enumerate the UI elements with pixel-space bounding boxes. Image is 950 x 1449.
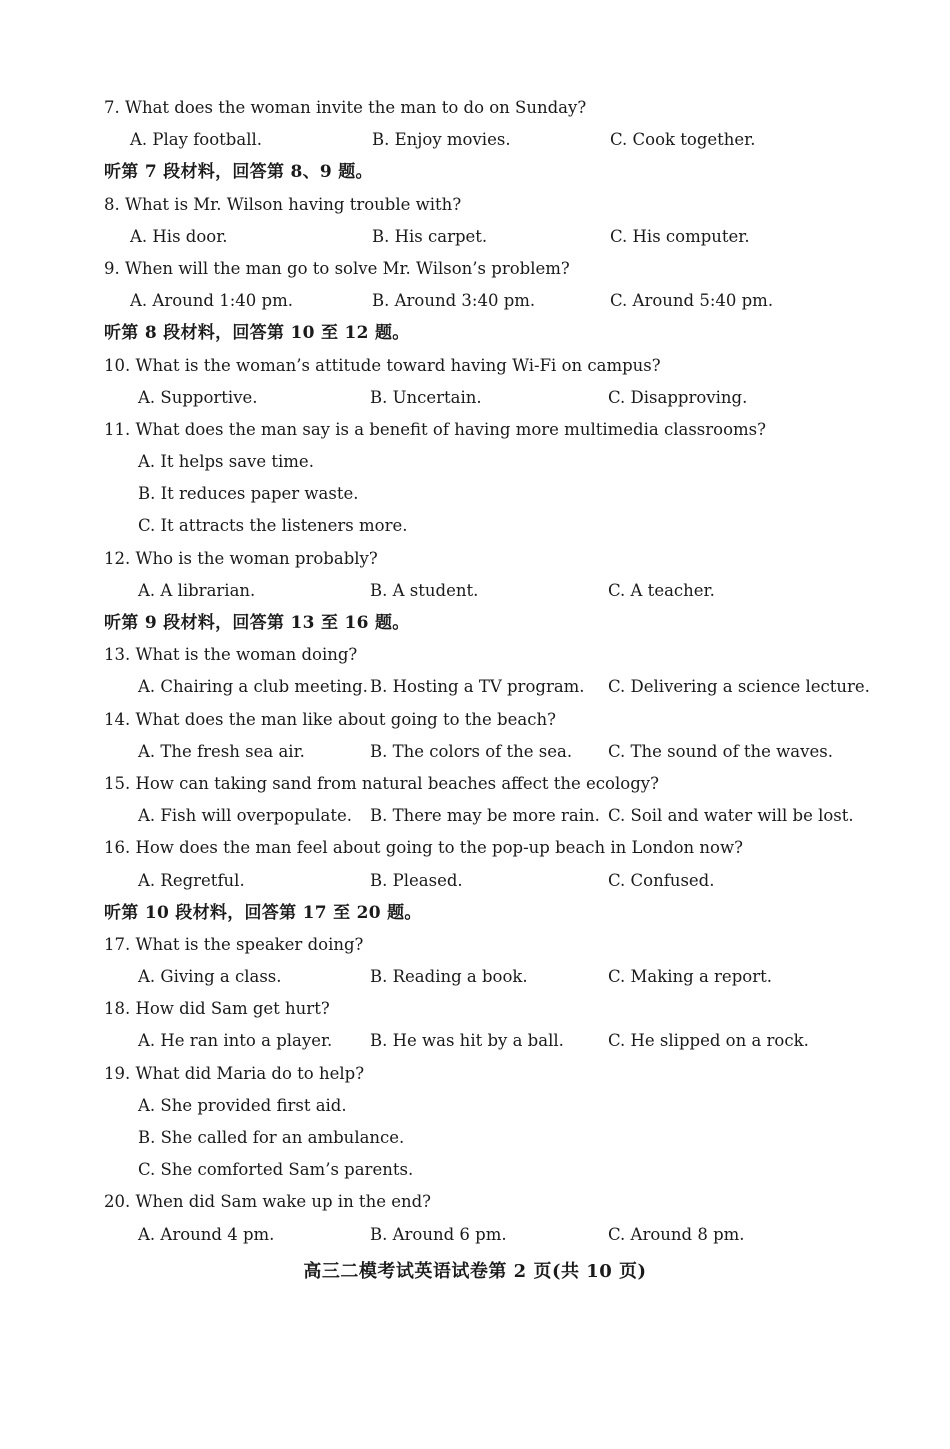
question-text: 15. How can taking sand from natural beaches affect the ecology? [104, 773, 659, 793]
answer-options-row [0, 865, 950, 897]
section-instruction: 听第 8 段材料，回答第 10 至 12 题。 [104, 323, 410, 344]
question-text: 16. How does the man feel about going to the pop-up beach in London now? [104, 838, 743, 858]
answer-option: C. Around 8 pm. [608, 1224, 745, 1244]
answer-options-row [0, 285, 950, 317]
answer-option: B. He was hit by a ball. [370, 1031, 564, 1051]
answer-option: C. The sound of the waves. [608, 741, 833, 761]
answer-option: A. It helps save time. [138, 452, 314, 472]
answer-options-row [0, 575, 950, 607]
question-text: 7. What does the woman invite the man to do on Sunday? [104, 98, 587, 117]
answer-option: A. His door. [130, 226, 228, 246]
answer-options-row [0, 961, 950, 993]
answer-option: A. Around 1:40 pm. [130, 291, 293, 311]
answer-option: C. Around 5:40 pm. [610, 291, 774, 311]
answer-options-row [0, 800, 950, 832]
answer-option: C. Making a report. [608, 967, 772, 987]
section-instruction: 听第 7 段材料，回答第 8、9 题。 [104, 162, 373, 183]
answer-options-row [0, 221, 950, 253]
answer-options-row [0, 124, 950, 156]
answer-options-row [0, 382, 950, 414]
answer-option: B. She called for an ambulance. [138, 1128, 405, 1147]
answer-option: C. Delivering a science lecture. [608, 677, 870, 697]
answer-option: B. There may be more rain. [370, 806, 600, 826]
answer-option: C. It attracts the listeners more. [138, 516, 408, 536]
answer-options-row [0, 671, 950, 703]
answer-options-row [0, 1025, 950, 1057]
question-text: 13. What is the woman doing? [104, 645, 358, 665]
answer-option: B. It reduces paper waste. [138, 484, 359, 504]
section-instruction: 听第 10 段材料，回答第 17 至 20 题。 [104, 902, 422, 923]
page-footer: 高三二模考试英语试卷第 2 页(共 10 页) [303, 1261, 647, 1282]
answer-option: A. She provided first aid. [138, 1095, 347, 1115]
answer-option: B. Pleased. [370, 870, 463, 890]
section-instruction: 听第 9 段材料，回答第 13 至 16 题。 [104, 613, 410, 633]
question-list [0, 92, 950, 1251]
question-text: 12. Who is the woman probably? [104, 548, 378, 568]
answer-option: A. Regretful. [138, 870, 245, 890]
answer-option: A. Around 4 pm. [138, 1224, 275, 1244]
question-text: 11. What does the man say is a benefit of having more multimedia classrooms? [104, 419, 766, 439]
question-text: 9. When will the man go to solve Mr. Wilson’s problem? [104, 258, 570, 278]
answer-option: C. Soil and water will be lost. [608, 806, 854, 826]
answer-option: A. The fresh sea air. [138, 741, 305, 761]
answer-option: A. He ran into a player. [138, 1031, 333, 1051]
answer-option: B. The colors of the sea. [370, 741, 573, 761]
answer-option: B. Enjoy movies. [372, 130, 511, 150]
answer-option: B. A student. [370, 580, 479, 600]
answer-options-row [0, 1219, 950, 1251]
answer-option: C. He slipped on a rock. [608, 1031, 809, 1051]
answer-options-row [0, 736, 950, 768]
answer-option: B. Around 6 pm. [370, 1224, 507, 1244]
answer-option: C. A teacher. [608, 580, 715, 600]
answer-option: A. Fish will overpopulate. [138, 806, 353, 826]
question-text: 18. How did Sam get hurt? [104, 999, 330, 1019]
answer-option: A. Play football. [130, 130, 262, 150]
answer-option: A. Supportive. [138, 387, 258, 407]
answer-option: B. His carpet. [372, 226, 488, 246]
answer-option: B. Reading a book. [370, 967, 528, 987]
answer-option: C. Cook together. [610, 130, 756, 150]
question-text: 10. What is the woman’s attitude toward having Wi-Fi on campus? [104, 355, 661, 375]
answer-option: C. She comforted Sam’s parents. [138, 1160, 414, 1180]
answer-option: C. His computer. [610, 226, 750, 246]
question-text: 20. When did Sam wake up in the end? [104, 1192, 432, 1212]
answer-option: C. Confused. [608, 870, 715, 890]
answer-option: B. Uncertain. [370, 387, 482, 407]
question-text: 17. What is the speaker doing? [104, 934, 364, 954]
question-text: 8. What is Mr. Wilson having trouble with? [104, 194, 462, 214]
question-text: 19. What did Maria do to help? [104, 1063, 365, 1083]
answer-option: C. Disapproving. [608, 387, 748, 407]
answer-option: B. Around 3:40 pm. [372, 291, 536, 311]
question-text: 14. What does the man like about going to the beach? [104, 709, 556, 729]
answer-option: A. Chairing a club meeting. [138, 677, 368, 697]
answer-option: B. Hosting a TV program. [370, 677, 585, 697]
answer-option: A. A librarian. [138, 580, 256, 600]
answer-option: A. Giving a class. [138, 967, 282, 987]
